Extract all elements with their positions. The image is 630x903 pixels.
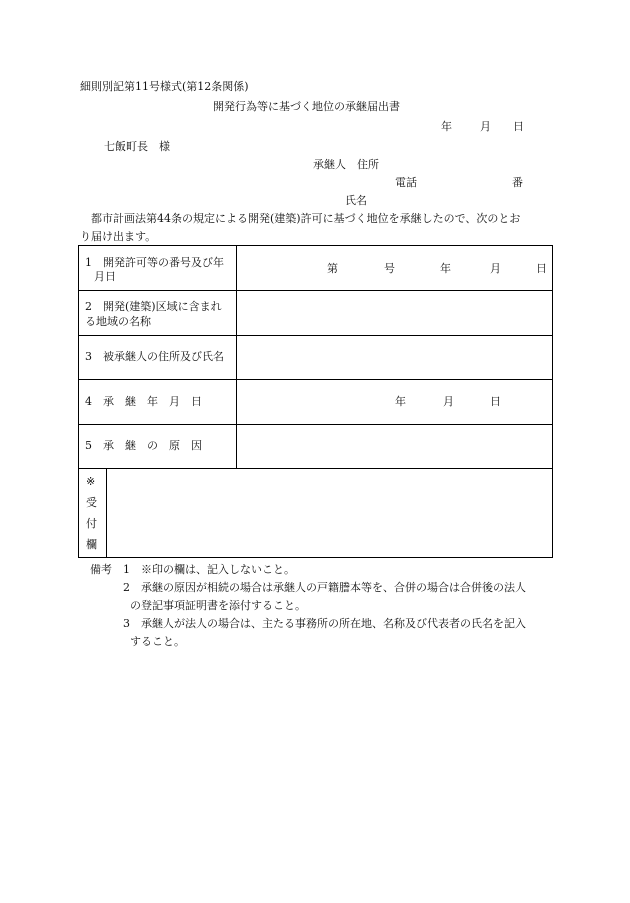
row3-label: 3 被承継人の住所及び氏名 xyxy=(85,350,224,363)
note-2-line2: の登記事項証明書を添付すること。 xyxy=(130,599,306,612)
form-reference: 細則別記第11号様式(第12条関係) xyxy=(80,80,249,93)
row-divider xyxy=(78,379,553,380)
reception-mark: ※ xyxy=(86,475,96,488)
row4-month: 月 xyxy=(443,395,454,408)
row2-label-line1: 2 開発(建築)区域に含まれ xyxy=(85,300,222,313)
notes-label: 備考 xyxy=(90,563,112,576)
intro-text-line1: 都市計画法第44条の規定による開発(建築)許可に基づく地位を承継したので、次のとお xyxy=(91,212,521,225)
row4-label: 4 承 継 年 月 日 xyxy=(85,395,202,408)
intro-text-line2: り届け出ます。 xyxy=(80,230,157,243)
note-3-line1: 3 承継人が法人の場合は、主たる事務所の所在地、名称及び代表者の氏名を記入 xyxy=(123,617,526,630)
phone-label: 電話 xyxy=(395,176,417,189)
row-divider xyxy=(78,290,553,291)
date-month-label: 月 xyxy=(480,120,491,133)
row1-month: 月 xyxy=(490,262,501,275)
row5-label: 5 承 継 の 原 因 xyxy=(85,439,202,452)
note-2-line1: 2 承継の原因が相続の場合は承継人の戸籍謄本等を、合併の場合は合併後の法人 xyxy=(123,581,526,594)
row1-dai: 第 xyxy=(327,262,338,275)
row-divider xyxy=(78,335,553,336)
name-label: 氏名 xyxy=(345,194,367,207)
reception-char-1: 受 xyxy=(86,496,97,509)
reception-char-2: 付 xyxy=(86,517,97,530)
reception-area[interactable] xyxy=(107,469,552,557)
reception-char-3: 欄 xyxy=(86,538,97,551)
row1-day: 日 xyxy=(536,262,547,275)
addressee: 七飯町長 様 xyxy=(104,140,170,153)
column-divider xyxy=(236,245,237,468)
row1-label-line2: 月日 xyxy=(94,270,116,283)
note-3-line2: すること。 xyxy=(130,635,185,648)
document-title: 開発行為等に基づく地位の承継届出書 xyxy=(213,100,400,113)
note-1: 1 ※印の欄は、記入しないこと。 xyxy=(123,563,295,576)
row4-day: 日 xyxy=(490,395,501,408)
row-divider xyxy=(78,424,553,425)
row1-year: 年 xyxy=(440,262,451,275)
row2-label-line2: る地域の名称 xyxy=(85,315,151,328)
phone-suffix: 番 xyxy=(512,176,523,189)
successor-address-label: 承継人 住所 xyxy=(313,158,379,171)
row1-label-line1: 1 開発許可等の番号及び年 xyxy=(85,256,224,269)
row4-year: 年 xyxy=(395,395,406,408)
row1-go: 号 xyxy=(384,262,395,275)
date-year-label: 年 xyxy=(441,120,452,133)
date-day-label: 日 xyxy=(513,120,524,133)
